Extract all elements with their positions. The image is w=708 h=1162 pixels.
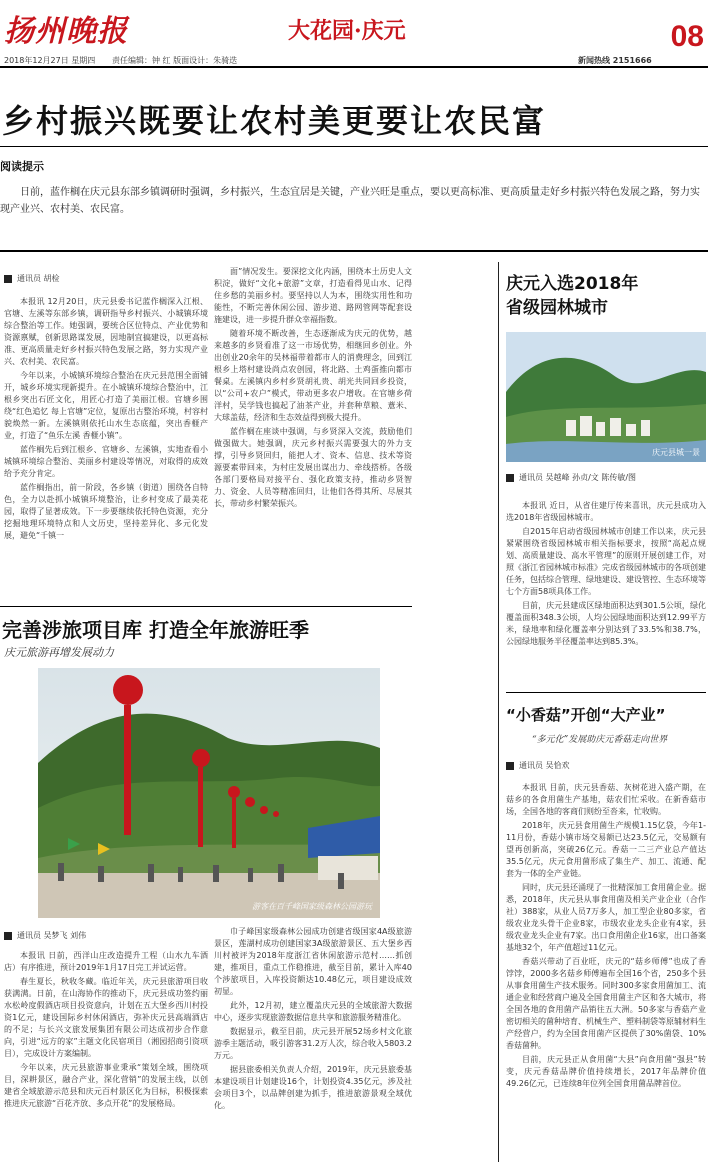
paragraph: 同时，庆元县还涌现了一批精深加工食用菌企业。据悉，2018年，庆元县从事食用菌及相关产业企业（合作社）388家，从业人员7万多人，加工型企业80多家，省级农业龙头骨干企业8家，市级农业龙头企业有4家，县级农业龙头企业有7家。出口食用菌企业16家，出口备案基地32个，年产值超过11亿元。	[506, 883, 706, 952]
headline-rule	[0, 146, 708, 147]
story4-byline-text: 通讯员 吴恰欢	[519, 761, 570, 770]
story1-col1	[4, 296, 208, 544]
paragraph: 春生夏长，秋收冬藏。临近年关，庆元县旅游项目收获满满。日前，在山海协作的推动下，庆元县成功签约丽水松岭度假酒店项目投资意向，计划在五大堡乡西川村投资1亿元，建设国际乡村休闲酒店，弥补庆元县高端酒店的不足；与长兴文旅发展集团有限公司达成初步合作意向，引进“远方的家”主题文化民宿项目（湘园招商引资项目），完成设计方案编制。	[4, 977, 208, 1058]
story1-col2	[214, 266, 412, 512]
page-number: 08	[670, 20, 704, 53]
paragraph: 自2015年启动省级园林城市创建工作以来，庆元县紧紧围绕省级园林城市相关指标要求，按照“高起点规划、高质量建设、高水平管理”的原则开展创建工作，对照《浙江省园林城市标准》完成省级园林城市的各项创建任务，包括综合管理、绿地建设、建设管控、生态环境等七个方面58项具体工作。	[506, 527, 706, 596]
masthead	[0, 0, 708, 66]
paragraph: 本报讯 日前，西洋山庄改造提升工程（山水九车酒店）有序推进，预计2019年1月17日完工并试运营。	[4, 951, 208, 972]
story3-headline	[506, 272, 706, 320]
lead-label: 阅读提示	[0, 160, 44, 173]
paragraph: 本报讯 近日，从省住建厅传来喜讯，庆元县成功入选2018年省级园林城市。	[506, 501, 706, 522]
paragraph: 目前，庆元县正从食用菌“大县”向食用菌“强县”转变，庆元香菇品牌价值持续增长，2017年品牌价值49.26亿元，已连续8年位列全国食用菌品牌首位。	[506, 1055, 706, 1088]
story4-top-rule	[506, 692, 706, 693]
news-hotline: 新闻热线 2151666	[578, 56, 652, 65]
story2-byline-text: 通讯员 吴梦飞 刘伟	[17, 931, 87, 940]
main-headline: 乡村振兴既要让农村美更要让农民富	[2, 102, 547, 140]
story3-byline-text: 通讯员 吴越峰 孙贞/文 陈传敏/图	[519, 473, 637, 482]
paragraph: 此外，12月初，建立覆盖庆元县的全域旅游大数据中心，逐步实现旅游数据信息共享和旅游服务精准化。	[214, 1001, 412, 1022]
story2-photo	[38, 668, 380, 918]
story3-byline	[506, 472, 636, 484]
paragraph: 2018年，庆元县食用菌生产规模1.15亿袋，今年1-11月份，香菇小镇市场交易额已达23.5亿元，交易额有望再创新高，突破26亿元。香菇一二三产业总产值达35.5亿元，庆元食用菌形成了集生产、加工、流通、配套为一体的全产业链。	[506, 821, 706, 878]
section-title: 大花园·庆元	[288, 18, 406, 44]
paragraph: 蓝作榈在座谈中强调，与乡贤深入交流，鼓励他们做强做大。她强调，庆元乡村振兴需要强大的外力支撑，引导乡贤回归，能把人才、资本、信息、技术等资源要素带回来，为村庄发展出谋出力、牵线搭桥。各级各部门要格局对接平台、强化政策支持，推动乡贤智力、资金、人员等精准回归，让他们各得其所、尽展其长，带动乡村繁荣振兴。	[214, 427, 412, 508]
lead-rule	[0, 250, 708, 252]
story1-byline-text: 通讯员 胡检	[17, 274, 60, 283]
paragraph: 今年以来，庆元县旅游事业秉承“策划全域，围绕项目，深耕景区，融合产业，深化营销”的发展主线，以创建省全域旅游示范县和庆元百村景区化为目标，积极探索推进庆元旅游“百花齐放、多点开花”的发展格局。	[4, 1063, 208, 1108]
story4-headline: “小香菇”开创“大产业”	[506, 706, 666, 724]
story2-byline	[4, 930, 86, 942]
story2-top-rule	[0, 606, 412, 607]
story3-body	[506, 500, 706, 650]
story2-headline: 完善涉旅项目库 打造全年旅游旺季	[2, 618, 309, 642]
story3-photo-caption: 庆元县城一景	[652, 448, 700, 457]
editor-credits: 责任编辑：钟 红 版面设计：朱骑迭	[112, 56, 238, 65]
paragraph: 据县旅委相关负责人介绍，2019年，庆元县旅委基本建设项目计划建设16个，计划投资4.35亿元，涉及社会项目3个，以品牌创建为抓手，推进旅游景观全域优化。	[214, 1065, 412, 1110]
newspaper-logo: 扬州晚报	[4, 14, 128, 49]
issue-date: 2018年12月27日 星期四	[4, 56, 96, 65]
story1-byline	[4, 273, 60, 285]
story4-byline	[506, 760, 570, 772]
paragraph: 蓝作榈先后到江根乡、官塘乡、左溪镇，实地查看小城镇环境综合整治、美丽乡村建设等情况，对取得的成效给予充分肯定。	[4, 445, 208, 478]
masthead-rule	[0, 66, 708, 68]
lead-box	[0, 158, 708, 218]
story3-photo	[506, 332, 706, 462]
story2-col2	[214, 926, 412, 1114]
story2-photo-caption: 游客在百千峰国家级森林公园游玩	[252, 902, 372, 911]
column-divider	[498, 262, 499, 1162]
story4-subhead: “多元化”发展助庆元香菇走向世界	[532, 735, 668, 745]
paragraph: 香菇兴带动了百业旺，庆元的“菇乡师傅”也成了香饽饽，2000多名菇乡师傅遍布全国16个省，250多个县从事食用菌生产技术服务。同时300多家食用菌加工、流通企业和经营商户遍及全国食用菌主产区和各大城市，将全国各地的食用菌产品销往五大洲。50多家与香菇产业密切相关的菌种培育、机械生产、塑料制袋等原辅材料生产经营户，约为全国食用菌产区提供了30%菌袋、10%香菇菌种。	[506, 957, 706, 1050]
story4-body	[506, 782, 706, 1092]
county-town-photo	[506, 332, 706, 462]
paragraph: 巾子峰国家级森林公园成功创建省级国家4A级旅游景区，莲湖村成功创建国家3A级旅游景区、五大堡乡西川村被评为2018年度浙江省休闲旅游示范村……抓创建，推项目，重点工作稳推进，截至目前，累计入库40个涉旅项目，入库投资额达10.48亿元，项目建设成效初显。	[214, 927, 412, 996]
story3-headline-line2: 省级园林城市	[506, 298, 608, 318]
festival-lanterns-photo	[38, 668, 380, 918]
paragraph: 蓝作榈指出，前一阶段，各乡镇（街道）围绕各自特色，全力以赴抓小城镇环境整治，让乡村变成了最美花园，取得了显著成效。下一步要继续依托特色资源，充分挖掘地理环境特点和人文历史，坚持差异化、多元化发展，避免“千镇一	[4, 483, 208, 540]
paragraph: 本报讯 12月20日，庆元县委书记蓝作榈深入江根、官塘、左溪等东部乡镇，调研指导乡村振兴、小城镇环境综合整治等工作。她强调，要统合区位特点、产业优势和资源禀赋，创新思路谋发展，因地制宜搞建设，以更高标准、更高质量走好乡村振兴特色发展之路，努力实现产业兴、农村美、农民富。	[4, 297, 208, 366]
paragraph: 今年以来，小城镇环境综合整治在庆元县范围全面铺开，城乡环境实现新提升。在小城镇环境综合整治中，江根乡突出石匠文化，用匠心打造了美丽江根。官塘乡围绕“红色追忆 每上官塘”定位，复原出古整治环境，村容村貌焕然一新。左溪镇则依托山水生态底蕴，突出香榧产业，打造了“鱼乐左溪 香榧小镇”。	[4, 371, 208, 440]
story2-subhead: 庆元旅游再增发展动力	[4, 646, 114, 659]
byline-marker-icon	[506, 474, 514, 482]
paragraph: 本报讯 目前，庆元县香菇、灰树花进入盛产期，在菇乡的各食用菌生产基地，菇农们忙采收。在新香菇市场，全国各地的客商们则纷至沓来，忙收购。	[506, 783, 706, 816]
paragraph: 面”情况发生。要深挖文化内涵，围绕本土历史人文积淀，做好“文化+旅游”文章，打造看得见山水、记得住乡愁的美丽乡村。要坚持以人为本，围绕实用性和功能性，不断完善休闲公园、游步道、路网管网等配套设施建设，进一步提升群众幸福指数。	[214, 267, 412, 324]
paragraph: 数据显示，截至目前，庆元县开展52场乡村文化旅游季主题活动，吸引游客31.2万人次，综合收入5803.2万元。	[214, 1027, 412, 1060]
byline-marker-icon	[4, 275, 12, 283]
byline-marker-icon	[4, 932, 12, 940]
story3-headline-line1: 庆元入选2018年	[506, 274, 639, 294]
paragraph: 随着环境不断改善，生态逐渐成为庆元的优势，越来越多的乡贤看准了这一市场优势，相继回乡创业。外出创业20余年的吴林福带着都市人的消费理念，回到江根乡上塔村建设尚点农创园，将北路、土鸡蛋推向都市餐桌。左溪镇内乡村乡贤胡礼贵、胡光共同回乡投资，以“公司+农户”模式，带动更多农户增收。在官塘乡荷洋村，吴学钱也搞起了油茶产业，并套种草粮、薏米、大球盖菇，经济和生态效益得到极大提升。	[214, 329, 412, 422]
story2-col1	[4, 950, 208, 1112]
paragraph: 目前，庆元县建成区绿地面积达到301.5公顷，绿化覆盖面积348.3公顷，人均公园绿地面积达到12.99平方米，绿地率和绿化覆盖率分别达到了33.5%和38.7%，公园绿地服务半径覆盖率达到85.3%。	[506, 601, 706, 646]
lead-text: 日前，蓝作榈在庆元县东部乡镇调研时强调，乡村振兴，生态宜居是关键，产业兴旺是重点，要以更高标准、更高质量走好乡村振兴特色发展之路，努力实现产业兴、农村美、农民富。	[0, 187, 700, 215]
byline-marker-icon	[506, 762, 514, 770]
